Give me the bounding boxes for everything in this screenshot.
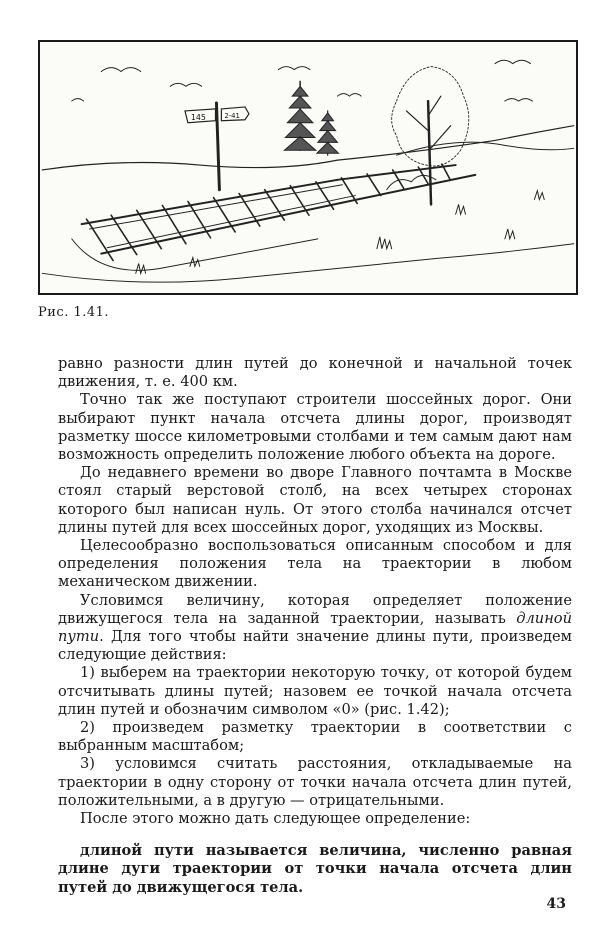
page-number: 43	[546, 896, 566, 912]
paragraph-3: До недавнего времени во дворе Главного почтамта в Москве стоял старый верстовой столб, на всех четырех сторонах которого был написан нуль. От этого столба начинался отсчет длины путей для всех шоссейных дорог, уходящих из Москвы.	[58, 464, 572, 536]
paragraph-4: Целесообразно воспользоваться описанным способом и для определения положения тела на траектории в любом механическом движении.	[58, 537, 572, 591]
body-text	[58, 355, 572, 897]
paragraph-5	[58, 592, 572, 665]
paragraph-5-start: Условимся величину, которая определяет положение движущегося тела на заданной траектории, называть	[58, 591, 572, 627]
sign-left-label: 145	[190, 112, 206, 122]
term-path-length: длиной пути	[58, 609, 572, 646]
railway-illustration	[38, 40, 578, 295]
paragraph-9: После этого можно дать следующее определение:	[80, 810, 471, 828]
list-item-2: 2) произведем разметку траектории в соответствии с выбранным масштабом;	[58, 719, 572, 755]
list-item-3: 3) условимся считать расстояния, откладываемые на траектории в одну сторону от точки начала отсчета длин путей, положительными, а в другую — отрицательными.	[58, 755, 572, 809]
figure-caption: Рис. 1.41.	[38, 305, 110, 320]
paragraph-1: равно разности длин путей до конечной и начальной точек движения, т. е. 400 км.	[58, 355, 572, 391]
paragraph-5-end: . Для того чтобы найти значение длины пути, произведем следующие действия:	[58, 628, 572, 664]
railway-drawing	[40, 42, 576, 293]
paragraph-2: Точно так же поступают строители шоссейных дорог. Они выбирают пункт начала отсчета длины дорог, производят разметку шоссе километровыми столбами и тем самым дают нам возможность определить положение любого объекта на дороге.	[58, 391, 572, 464]
definition: длиной пути называется величина, численно равная длине дуги траектории от точки начала отсчета длин путей до движущегося тела.	[58, 842, 572, 896]
sign-right-label: 2-41	[224, 111, 240, 120]
list-item-1: 1) выберем на траектории некоторую точку, от которой будем отсчитывать длины путей; назовем ее точкой начала отсчета длин путей и обозначим символом «0» (рис. 1.42);	[58, 664, 572, 718]
